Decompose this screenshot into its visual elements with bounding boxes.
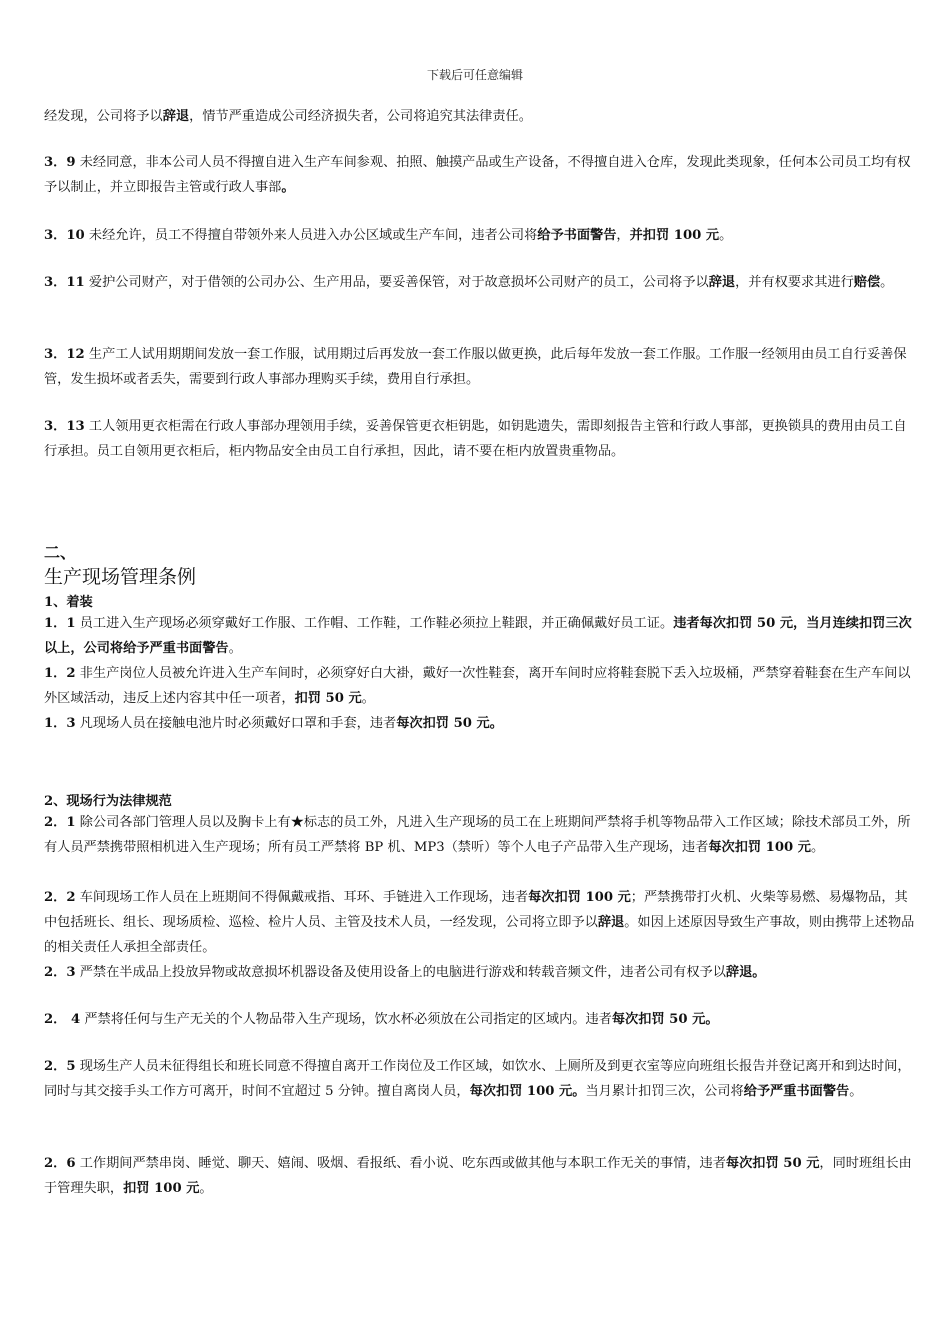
- text: ，并有权要求其进行: [735, 275, 854, 290]
- clause-2-2: [44, 885, 916, 960]
- text: 。: [849, 1084, 863, 1099]
- text: 。: [811, 840, 825, 855]
- paragraph-continuation: [44, 104, 916, 129]
- text: ，同时班组长由于管理失职，: [44, 1156, 912, 1196]
- clause-number: 2． 4: [44, 1012, 81, 1027]
- clause-number: 2．3: [44, 965, 76, 980]
- clause-3-10: [44, 223, 916, 248]
- clause-1-2: [44, 661, 916, 711]
- clause-3-12: [44, 342, 916, 392]
- clause-3-13: [44, 414, 916, 464]
- clause-2-3: [44, 960, 916, 985]
- clause-3-11: [44, 270, 916, 295]
- text: ，情节严重造成公司经济损失者，公司将追究其法律责任。: [189, 109, 532, 124]
- bold-text: 扣罚 50 元: [294, 691, 362, 706]
- clause-number: 2．1: [44, 815, 76, 830]
- clause-number: 3．11: [44, 275, 85, 290]
- section-number: 二、: [44, 543, 77, 562]
- clause-2-6: [44, 1151, 916, 1201]
- clause-text: 除公司各部门管理人员以及胸卡上有★标志的员工外，凡进入生产现场的员工在上班期间严禁将手机等物品带入工作区域；除技术部员工外，所有人员严禁携带照相机进入生产现场；所有员工严禁将 BP 机、MP3（禁听）等个人电子产品带入生产现场，违者: [44, 815, 911, 855]
- clause-number: 3．9: [44, 155, 76, 170]
- bold-text: 并扣罚 100 元: [629, 228, 720, 243]
- text: 经发现，公司将予以: [44, 109, 163, 124]
- clause-text: 凡现场人员在接触电池片时必须戴好口罩和手套，违者: [75, 716, 397, 731]
- text: ，: [616, 228, 630, 243]
- clause-3-9: [44, 150, 916, 200]
- clause-1-1: [44, 611, 916, 661]
- clause-2-4: [44, 1007, 916, 1032]
- text: 。: [880, 275, 894, 290]
- clause-text: 生产工人试用期期间发放一套工作服，试用期过后再发放一套工作服以做更换，此后每年发放一套工作服。工作服一经领用由员工自行妥善保管，发生损坏或者丢失，需要到行政人事部办理购买手续，费用自行承担。: [44, 347, 907, 387]
- bold-text: 扣罚 100 元: [123, 1181, 200, 1196]
- page-header: 下载后可任意编辑: [426, 68, 523, 82]
- bold-text: 每次扣罚 100 元: [708, 840, 811, 855]
- clause-text: 非生产岗位人员被允许进入生产车间时，必须穿好白大褂，戴好一次性鞋套，离开车间时应将鞋套脱下丢入垃圾桶，严禁穿着鞋套在生产车间以外区域活动，违反上述内容其中任一项者，: [44, 666, 911, 706]
- bold-text: 辞退: [597, 915, 625, 930]
- clause-number: 1．3: [44, 716, 76, 731]
- clause-text: 未经同意，非本公司人员不得擅自进入生产车间参观、拍照、触摸产品或生产设备，不得擅自进入仓库，发现此类现象，任何本公司员工均有权予以制止，并立即报告主管或行政人事部: [44, 155, 911, 195]
- bold-text: 每次扣罚 50 元。: [611, 1012, 719, 1027]
- text: 当月累计扣罚三次，公司将: [585, 1084, 744, 1099]
- clause-2-1: [44, 810, 916, 860]
- clause-number: 3．12: [44, 347, 85, 362]
- bold-text: 辞退。: [725, 965, 766, 980]
- bold-text: 每次扣罚 100 元: [528, 890, 631, 905]
- subsection-heading-conduct: 2、现场行为法律规范: [44, 794, 172, 809]
- clause-number: 2．6: [44, 1156, 76, 1171]
- clause-number: 2．5: [44, 1059, 76, 1074]
- bold-text: 每次扣罚 100 元。: [469, 1084, 586, 1099]
- clause-number: 1．1: [44, 616, 76, 631]
- clause-number: 1．2: [44, 666, 76, 681]
- text: 。如因上述原因导致生产事故，则由携带上述物品的相关责任人承担全部责任。: [44, 915, 915, 955]
- clause-text: 现场生产人员未征得组长和班长同意不得擅自离开工作岗位及工作区域，如饮水、上厕所及到更衣室等应向班组长报告并登记离开和到达时间，同时与其交接手头工作方可离开，时间不宜超过 5 分钟。擅自离岗人员，: [44, 1059, 911, 1099]
- bold-text: 。: [281, 180, 295, 195]
- bold-text: 违者每次扣罚 50 元，当月连续扣罚三次以上，公司将给予严重书面警告: [44, 616, 912, 656]
- clause-number: 3．10: [44, 228, 85, 243]
- bold-text: 辞退: [708, 275, 736, 290]
- clause-text: 严禁将任何与生产无关的个人物品带入生产现场，饮水杯必须放在公司指定的区域内。违者: [80, 1012, 612, 1027]
- clause-text: 工人领用更衣柜需在行政人事部办理领用手续，妥善保管更衣柜钥匙，如钥匙遗失，需即刻报告主管和行政人事部，更换锁具的费用由员工自行承担。员工自领用更衣柜后，柜内物品安全由员工自行承担，因此，请不要在柜内放置贵重物品。: [44, 419, 907, 459]
- section-title: 生产现场管理条例: [44, 566, 197, 588]
- bold-text: 每次扣罚 50 元: [725, 1156, 820, 1171]
- clause-text: 严禁在半成品上投放异物或故意损坏机器设备及使用设备上的电脑进行游戏和转载音频文件，违者公司有权予以: [75, 965, 726, 980]
- clause-number: 3．13: [44, 419, 85, 434]
- clause-text: 未经允许，员工不得擅自带领外来人员进入办公区域或生产车间，违者公司将: [84, 228, 538, 243]
- text: 。: [719, 228, 733, 243]
- text: 。: [361, 691, 375, 706]
- clause-number: 2．2: [44, 890, 76, 905]
- text: ；严禁携带打火机、火柴等易燃、易爆物品，其中包括班长、组长、现场质检、巡检、检片人员、主管及技术人员，一经发现，公司将立即予以: [44, 890, 908, 930]
- bold-text: 辞退: [162, 109, 190, 124]
- bold-text: 每次扣罚 50 元。: [396, 716, 503, 731]
- clause-text: 爱护公司财产，对于借领的公司办公、生产用品，要妥善保管，对于故意损坏公司财产的员工，公司将予以: [84, 275, 709, 290]
- subsection-heading-dress: 1、着装: [44, 595, 93, 610]
- text: 。: [228, 641, 242, 656]
- clause-text: 车间现场工作人员在上班期间不得佩戴戒指、耳环、手链进入工作现场，违者: [75, 890, 529, 905]
- bold-text: 给予严重书面警告: [743, 1084, 850, 1099]
- bold-text: 给予书面警告: [537, 228, 617, 243]
- clause-text: 工作期间严禁串岗、睡觉、聊天、嬉闹、吸烟、看报纸、看小说、吃东西或做其他与本职工作无关的事情，违者: [75, 1156, 726, 1171]
- bold-text: 赔偿: [853, 275, 881, 290]
- text: 。: [199, 1181, 213, 1196]
- clause-2-5: [44, 1054, 916, 1104]
- clause-text: 员工进入生产现场必须穿戴好工作服、工作帽、工作鞋，工作鞋必须拉上鞋跟，并正确佩戴好员工证。: [75, 616, 674, 631]
- clause-1-3: [44, 711, 916, 736]
